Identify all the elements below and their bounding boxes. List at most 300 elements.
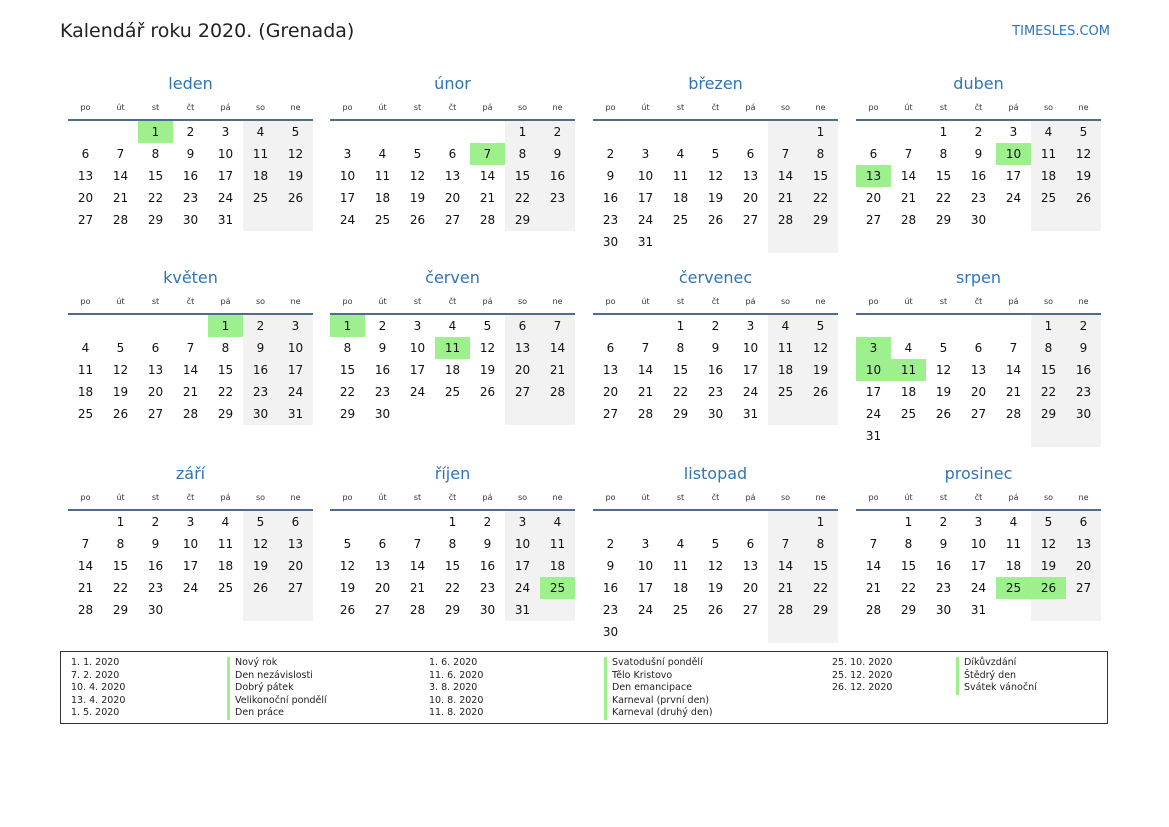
day-cell: 5 [116, 341, 125, 355]
empty-day-cell [1066, 599, 1101, 621]
weekend-day-cell: 1 [803, 121, 838, 143]
weekend-day-cell: 17 [278, 359, 313, 381]
day-cell: 10 [217, 147, 234, 161]
day-cell: 15 [147, 169, 164, 183]
weekend-day-cell: 1 [803, 511, 838, 533]
holiday-day-cell: 7 [470, 143, 505, 165]
day-cell: 11 [374, 169, 391, 183]
day-cell: 27 [970, 407, 987, 421]
day-cell: 22 [112, 581, 129, 595]
weekend-day-cell: 13 [1066, 533, 1101, 555]
day-cell: 21 [900, 191, 917, 205]
week-row [330, 359, 575, 381]
week-row [593, 555, 838, 577]
day-cell: 23 [374, 385, 391, 399]
weekend-day-cell: 29 [505, 209, 540, 231]
weekend-day-cell: 8 [1031, 337, 1066, 359]
weekend-day-cell: 11 [768, 337, 803, 359]
empty-day-cell [663, 511, 698, 533]
empty-day-cell [803, 621, 838, 643]
empty-day-cell [540, 599, 575, 621]
week-row [68, 121, 313, 143]
weekend-day-cell: 16 [1066, 359, 1101, 381]
empty-day-cell [768, 403, 803, 425]
empty-day-cell [278, 209, 313, 231]
weekday-header [68, 293, 313, 315]
day-cell: 23 [970, 191, 987, 205]
week-row [68, 511, 313, 533]
day-cell: 8 [939, 147, 948, 161]
day-cell: 10 [637, 559, 654, 573]
brand-link[interactable]: TIMESLES.COM [1012, 24, 1110, 39]
weekend-day-cell: 5 [1031, 511, 1066, 533]
day-cell: 7 [81, 537, 90, 551]
day-cell: 27 [602, 407, 619, 421]
day-cell: 4 [676, 537, 685, 551]
legend-date: 10. 8. 2020 [429, 694, 484, 706]
day-cell: 13 [970, 363, 987, 377]
day-cell: 24 [970, 581, 987, 595]
day-cell: 3 [641, 537, 650, 551]
empty-day-cell [891, 425, 926, 447]
empty-day-cell [593, 315, 628, 337]
day-cell: 12 [112, 363, 129, 377]
empty-day-cell [663, 231, 698, 253]
day-cell: 20 [742, 581, 759, 595]
weekend-day-cell: 13 [278, 533, 313, 555]
weekend-day-cell: 28 [768, 209, 803, 231]
empty-day-cell [768, 511, 803, 533]
empty-day-cell [400, 403, 435, 425]
day-cell: 12 [707, 169, 724, 183]
week-row [856, 121, 1101, 143]
day-cell: 19 [409, 191, 426, 205]
weekday-header [856, 489, 1101, 511]
empty-day-cell [698, 231, 733, 253]
weekend-day-cell: 15 [803, 555, 838, 577]
day-cell: 6 [869, 147, 878, 161]
day-cell: 9 [151, 537, 160, 551]
week-row [593, 315, 838, 337]
week-row [68, 533, 313, 555]
day-cell: 14 [865, 559, 882, 573]
week-row [68, 165, 313, 187]
legend-dates-column [832, 657, 892, 695]
week-row [330, 403, 575, 425]
legend-holiday-name: Karneval (druhý den) [604, 707, 713, 720]
weekend-day-cell: 18 [540, 555, 575, 577]
day-cell: 29 [444, 603, 461, 617]
empty-day-cell [891, 315, 926, 337]
day-cell: 21 [637, 385, 654, 399]
legend-holiday-name: Díkůvzdání [956, 657, 1037, 670]
day-cell: 3 [343, 147, 352, 161]
weekend-day-cell: 12 [243, 533, 278, 555]
day-cell: 28 [77, 603, 94, 617]
holiday-day-cell: 1 [208, 315, 243, 337]
day-cell: 27 [865, 213, 882, 227]
weekend-day-cell: 12 [803, 337, 838, 359]
empty-day-cell [68, 315, 103, 337]
day-cell: 30 [147, 603, 164, 617]
day-cell: 16 [479, 559, 496, 573]
weekend-day-cell: 4 [540, 511, 575, 533]
empty-day-cell [243, 599, 278, 621]
day-cell: 16 [707, 363, 724, 377]
weekday-label: út [641, 103, 650, 112]
day-cell: 13 [147, 363, 164, 377]
day-cell: 1 [676, 319, 685, 333]
day-cell: 20 [602, 385, 619, 399]
weekend-day-cell: 24 [278, 381, 313, 403]
weekday-label: ne [1078, 493, 1089, 502]
weekend-day-cell: 23 [1066, 381, 1101, 403]
weekend-day-cell: 19 [1031, 555, 1066, 577]
day-cell: 13 [374, 559, 391, 573]
day-cell: 16 [147, 559, 164, 573]
weekday-label: st [939, 493, 948, 502]
weekday-label: ne [552, 103, 563, 112]
empty-day-cell [698, 511, 733, 533]
day-cell: 7 [1009, 341, 1018, 355]
weekday-label: ne [290, 493, 301, 502]
month-name: říjen [434, 464, 471, 483]
holiday-legend [60, 651, 1108, 724]
day-cell: 11 [217, 537, 234, 551]
day-cell: 29 [935, 213, 952, 227]
week-row [856, 381, 1101, 403]
month-name: únor [434, 74, 471, 93]
day-cell: 10 [182, 537, 199, 551]
holiday-day-cell: 1 [138, 121, 173, 143]
day-cell: 29 [147, 213, 164, 227]
weekday-label: čt [186, 103, 195, 112]
day-cell: 28 [900, 213, 917, 227]
weekday-label: so [780, 297, 791, 306]
day-cell: 25 [374, 213, 391, 227]
day-cell: 6 [81, 147, 90, 161]
day-cell: 4 [378, 147, 387, 161]
day-cell: 22 [217, 385, 234, 399]
weekend-day-cell: 9 [1066, 337, 1101, 359]
legend-date: 11. 6. 2020 [429, 669, 484, 681]
weekday-label: čt [186, 297, 195, 306]
day-cell: 28 [1005, 407, 1022, 421]
day-cell: 24 [182, 581, 199, 595]
empty-day-cell [891, 121, 926, 143]
day-cell: 9 [974, 147, 983, 161]
empty-day-cell [400, 121, 435, 143]
day-cell: 17 [339, 191, 356, 205]
week-row [68, 315, 313, 337]
weekend-day-cell: 12 [278, 143, 313, 165]
weekday-header [330, 489, 575, 511]
day-cell: 12 [339, 559, 356, 573]
day-cell: 4 [221, 515, 230, 529]
weekend-day-cell: 14 [540, 337, 575, 359]
day-cell: 25 [217, 581, 234, 595]
weekday-label: pá [220, 103, 231, 112]
weekday-label: po [605, 493, 616, 502]
day-cell: 23 [479, 581, 496, 595]
weekday-label: čt [974, 493, 983, 502]
day-cell: 5 [711, 147, 720, 161]
day-cell: 18 [1005, 559, 1022, 573]
weekday-label: st [939, 297, 948, 306]
legend-holiday-name: Den práce [227, 707, 327, 720]
day-cell: 2 [606, 537, 615, 551]
day-cell: 7 [641, 341, 650, 355]
empty-day-cell [470, 403, 505, 425]
empty-day-cell [103, 315, 138, 337]
month-name: leden [168, 74, 213, 93]
weekend-day-cell: 14 [768, 555, 803, 577]
day-cell: 8 [116, 537, 125, 551]
empty-day-cell [365, 121, 400, 143]
day-cell: 24 [217, 191, 234, 205]
weekday-label: st [413, 297, 422, 306]
legend-date: 10. 4. 2020 [71, 682, 126, 693]
weekend-day-cell: 26 [278, 187, 313, 209]
day-cell: 6 [746, 537, 755, 551]
day-cell: 26 [112, 407, 129, 421]
weekend-day-cell: 30 [243, 403, 278, 425]
day-cell: 15 [900, 559, 917, 573]
day-cell: 18 [217, 559, 234, 573]
week-row [330, 209, 575, 231]
weekend-day-cell: 6 [1066, 511, 1101, 533]
week-row [593, 511, 838, 533]
month-name: listopad [683, 464, 748, 483]
empty-day-cell [173, 599, 208, 621]
week-row [593, 533, 838, 555]
legend-date: 13. 4. 2020 [71, 694, 126, 706]
holiday-day-cell: 25 [996, 577, 1031, 599]
day-cell: 27 [742, 213, 759, 227]
weekday-label: čt [711, 493, 720, 502]
month-calendar [330, 266, 575, 425]
empty-day-cell [628, 621, 663, 643]
weekday-label: čt [974, 297, 983, 306]
weekend-day-cell: 15 [505, 165, 540, 187]
empty-day-cell [698, 121, 733, 143]
weekday-label: so [1043, 103, 1054, 112]
day-cell: 8 [151, 147, 160, 161]
weekend-day-cell: 5 [803, 315, 838, 337]
weekday-label: so [517, 297, 528, 306]
day-cell: 15 [672, 363, 689, 377]
week-row [68, 337, 313, 359]
weekday-header [330, 99, 575, 121]
day-cell: 20 [374, 581, 391, 595]
legend-date: 7. 2. 2020 [71, 669, 120, 681]
week-row [68, 143, 313, 165]
empty-day-cell [628, 511, 663, 533]
empty-day-cell [926, 315, 961, 337]
weekend-day-cell: 25 [1031, 187, 1066, 209]
day-cell: 25 [900, 407, 917, 421]
day-cell: 13 [444, 169, 461, 183]
legend-date: 26. 12. 2020 [832, 682, 893, 693]
day-cell: 3 [221, 125, 230, 139]
week-row [593, 209, 838, 231]
week-row [330, 511, 575, 533]
weekend-day-cell: 26 [243, 577, 278, 599]
day-cell: 27 [147, 407, 164, 421]
day-cell: 13 [742, 169, 759, 183]
day-cell: 22 [935, 191, 952, 205]
day-cell: 2 [606, 147, 615, 161]
week-row [856, 599, 1101, 621]
legend-holiday-name: Tělo Kristovo [604, 670, 713, 683]
weekend-day-cell: 3 [505, 511, 540, 533]
holiday-day-cell: 3 [856, 337, 891, 359]
weekend-day-cell: 27 [1066, 577, 1101, 599]
day-cell: 24 [409, 385, 426, 399]
weekend-day-cell: 18 [768, 359, 803, 381]
weekend-day-cell: 2 [540, 121, 575, 143]
weekday-label: po [342, 493, 353, 502]
weekend-day-cell: 11 [243, 143, 278, 165]
legend-date: 1. 5. 2020 [71, 707, 120, 718]
week-row [856, 165, 1101, 187]
day-cell: 17 [865, 385, 882, 399]
day-cell: 8 [676, 341, 685, 355]
weekend-day-cell: 5 [243, 511, 278, 533]
week-row [330, 533, 575, 555]
day-cell: 28 [637, 407, 654, 421]
day-cell: 14 [1005, 363, 1022, 377]
empty-day-cell [663, 621, 698, 643]
weekend-day-cell: 23 [243, 381, 278, 403]
weekday-header [856, 99, 1101, 121]
day-cell: 23 [147, 581, 164, 595]
weekend-day-cell: 19 [803, 359, 838, 381]
day-cell: 11 [672, 559, 689, 573]
weekday-label: út [378, 103, 387, 112]
day-cell: 10 [409, 341, 426, 355]
day-cell: 12 [935, 363, 952, 377]
weekend-day-cell: 25 [243, 187, 278, 209]
day-cell: 2 [186, 125, 195, 139]
weekend-day-cell: 17 [505, 555, 540, 577]
weekday-label: po [80, 103, 91, 112]
month-calendar [330, 72, 575, 231]
weekday-label: st [413, 493, 422, 502]
weekend-day-cell: 12 [1031, 533, 1066, 555]
weekend-day-cell: 16 [540, 165, 575, 187]
weekend-day-cell: 6 [505, 315, 540, 337]
day-cell: 29 [217, 407, 234, 421]
weekday-label: pá [745, 103, 756, 112]
legend-holiday-name: Velikonoční pondělí [227, 695, 327, 708]
day-cell: 17 [1005, 169, 1022, 183]
weekday-label: so [517, 103, 528, 112]
weekday-header [856, 293, 1101, 315]
weekday-label: so [780, 103, 791, 112]
week-row [330, 187, 575, 209]
weekend-day-cell: 22 [803, 577, 838, 599]
day-cell: 25 [672, 603, 689, 617]
day-cell: 21 [77, 581, 94, 595]
empty-day-cell [1031, 599, 1066, 621]
day-cell: 26 [409, 213, 426, 227]
day-cell: 17 [970, 559, 987, 573]
weekday-label: ne [815, 297, 826, 306]
legend-holiday-name: Svátek vánoční [956, 682, 1037, 695]
weekend-day-cell: 29 [1031, 403, 1066, 425]
week-row [856, 403, 1101, 425]
weekday-label: út [378, 297, 387, 306]
weekday-label: čt [974, 103, 983, 112]
month-name: září [175, 464, 206, 483]
day-cell: 24 [865, 407, 882, 421]
weekday-label: pá [1008, 103, 1019, 112]
day-cell: 13 [77, 169, 94, 183]
empty-day-cell [856, 121, 891, 143]
weekend-day-cell: 1 [505, 121, 540, 143]
day-cell: 13 [742, 559, 759, 573]
weekday-header [593, 99, 838, 121]
month-name: březen [688, 74, 743, 93]
weekday-label: pá [1008, 493, 1019, 502]
weekday-label: út [641, 297, 650, 306]
day-cell: 2 [151, 515, 160, 529]
weekday-label: út [378, 493, 387, 502]
day-cell: 16 [935, 559, 952, 573]
day-cell: 1 [448, 515, 457, 529]
empty-day-cell [768, 621, 803, 643]
weekday-label: pá [1008, 297, 1019, 306]
day-cell: 30 [182, 213, 199, 227]
weekday-label: pá [220, 297, 231, 306]
week-row [330, 599, 575, 621]
day-cell: 20 [147, 385, 164, 399]
day-cell: 30 [970, 213, 987, 227]
day-cell: 6 [974, 341, 983, 355]
week-row [68, 209, 313, 231]
day-cell: 5 [413, 147, 422, 161]
weekday-label: ne [1078, 297, 1089, 306]
day-cell: 9 [606, 169, 615, 183]
month-calendar [330, 462, 575, 621]
day-cell: 14 [900, 169, 917, 183]
day-cell: 21 [479, 191, 496, 205]
empty-day-cell [593, 121, 628, 143]
day-cell: 3 [974, 515, 983, 529]
weekend-day-cell: 7 [540, 315, 575, 337]
month-calendar [856, 266, 1101, 447]
empty-day-cell [996, 425, 1031, 447]
day-cell: 31 [217, 213, 234, 227]
empty-day-cell [540, 403, 575, 425]
weekday-header [68, 99, 313, 121]
day-cell: 27 [77, 213, 94, 227]
empty-day-cell [435, 403, 470, 425]
day-cell: 4 [448, 319, 457, 333]
day-cell: 6 [448, 147, 457, 161]
weekend-day-cell: 27 [278, 577, 313, 599]
day-cell: 29 [339, 407, 356, 421]
weekend-day-cell: 20 [505, 359, 540, 381]
holiday-day-cell: 11 [891, 359, 926, 381]
day-cell: 5 [939, 341, 948, 355]
day-cell: 28 [112, 213, 129, 227]
empty-day-cell [768, 231, 803, 253]
weekend-day-cell: 5 [1066, 121, 1101, 143]
day-cell: 18 [900, 385, 917, 399]
day-cell: 16 [374, 363, 391, 377]
